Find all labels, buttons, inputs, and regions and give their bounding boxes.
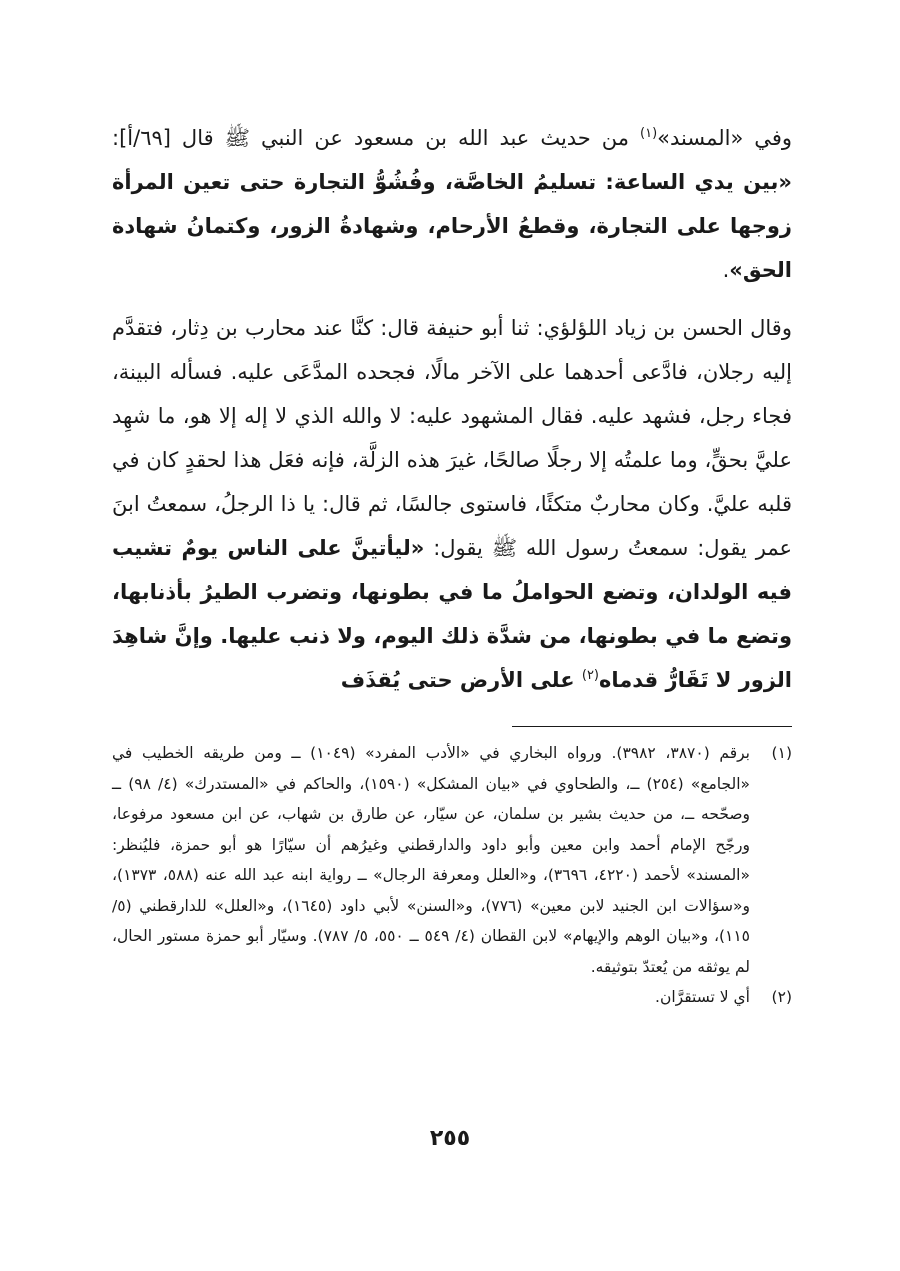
page-number: ٢٥٥ bbox=[429, 1126, 471, 1151]
main-text bbox=[112, 116, 792, 702]
footnotes bbox=[112, 738, 792, 1013]
hadith-quote-2: «ليأتينَّ على الناس يومٌ تشيب فيه الولدان، وتضع الحواملُ ما في بطونها، وتضرب الطيرُ بأذنابها، وتضع ما في بطونها، من شدَّة ذلك اليوم، ولا ذنب عليها. وإنَّ شاهِدَ الزور لا تَقَارُّ قدماه bbox=[112, 536, 792, 692]
footnote-divider bbox=[512, 726, 792, 727]
hadith-quote-1: «بين يدي الساعة: تسليمُ الخاصَّة، وفُشُوُّ التجارة حتى تعين المرأة زوجها على التجارة، وقطعُ الأرحام، وشهادةُ الزور، وكتمانُ شهادة الحق» bbox=[112, 170, 792, 282]
footnote-1 bbox=[112, 738, 792, 982]
footnote-2 bbox=[112, 982, 792, 1013]
paragraph-2: وقال الحسن بن زياد اللؤلؤي: ثنا أبو حنيفة قال: كنَّا عند محارب بن دِثار، فتقدَّم إليه رجلان، فادَّعى أحدهما على الآخر مالًا، فجحده المدَّعَى عليه. فسأله البينة، فجاء رجل، فشهد عليه. فقال المشهود عليه: لا والله الذي لا إله إلا هو، ما شهِد عليَّ بحقٍّ، وما علمتُه إلا رجلًا صالحًا، غيرَ هذه الزلَّة، فإنه فعَل هذا لحقدٍ كان في قلبه عليَّ. وكان محاربٌ متكئًا، فاستوى جالسًا، ثم قال: يا ذا الرجلُ، سمعتُ ابنَ عمر يقول: سمعتُ رسول الله ﷺ يقول: «ليأتينَّ على الناس يومٌ تشيب فيه الولدان، وتضع الحواملُ ما في بطونها، وتضرب الطيرُ بأذنابها، وتضع ما في بطونها، من شدَّة ذلك اليوم، ولا ذنب عليها. وإنَّ شاهِدَ الزور لا تَقَارُّ قدماه$^{(٢)}$ على الأرض حتى يُقذَف bbox=[112, 316, 792, 692]
footnote-ref-2[interactable]: (٢) bbox=[581, 668, 599, 683]
footnote-ref-1[interactable]: (١) bbox=[640, 126, 658, 141]
footnote-text: أي لا تستقرَّان. bbox=[655, 988, 750, 1006]
footnote-number: (١) bbox=[771, 744, 792, 762]
footnote-text: برقم (٣٨٧٠، ٣٩٨٢). ورواه البخاري في «الأدب المفرد» (١٠٤٩) ــ ومن طريقه الخطيب في «الجامع» (٢٥٤) ــ، والطحاوي في «بيان المشكل» (١٥٩٠)، والحاكم في «المستدرك» (٤/ ٩٨) ــ وصحّحه ــ، من حديث بشير بن سلمان، عن سيّار، عن طارق بن شهاب، عن ابن مسعود مرفوعا، ورجّح الإمام أحمد وابن معين وأبو داود والدارقطني وغيرُهم أن سيّارًا هو أبو حمزة، فليُنظر: «المسند» لأحمد (٤٢٢٠، ٣٦٩٦)، و«العلل ومعرفة الرجال» ــ رواية ابنه عبد الله عنه (٥٨٨، ١٣٧٣)، و«سؤالات ابن الجنيد لابن معين» (٧٧٦)، و«السنن» لأبي داود (١٦٤٥)، و«العلل» للدارقطني (٥/ ١١٥)، و«بيان الوهم والإيهام» لابن القطان (٤/ ٥٤٩ ــ ٥٥٠، ٥/ ٧٨٧). وسيّار أبو حمزة مستور الحال، لم يوثقه من يُعتدّ بتوثيقه. bbox=[112, 744, 751, 976]
paragraph-1: وفي «المسند»$^{(١)}$ من حديث عبد الله بن مسعود عن النبي ﷺ قال [٦٩/أ]: «بين يدي الساعة: تسليمُ الخاصَّة، وفُشُوُّ التجارة حتى تعين المرأة زوجها على التجارة، وقطعُ الأرحام، وشهادةُ الزور، وكتمانُ شهادة الحق». bbox=[112, 126, 792, 282]
footnote-number: (٢) bbox=[771, 988, 792, 1006]
